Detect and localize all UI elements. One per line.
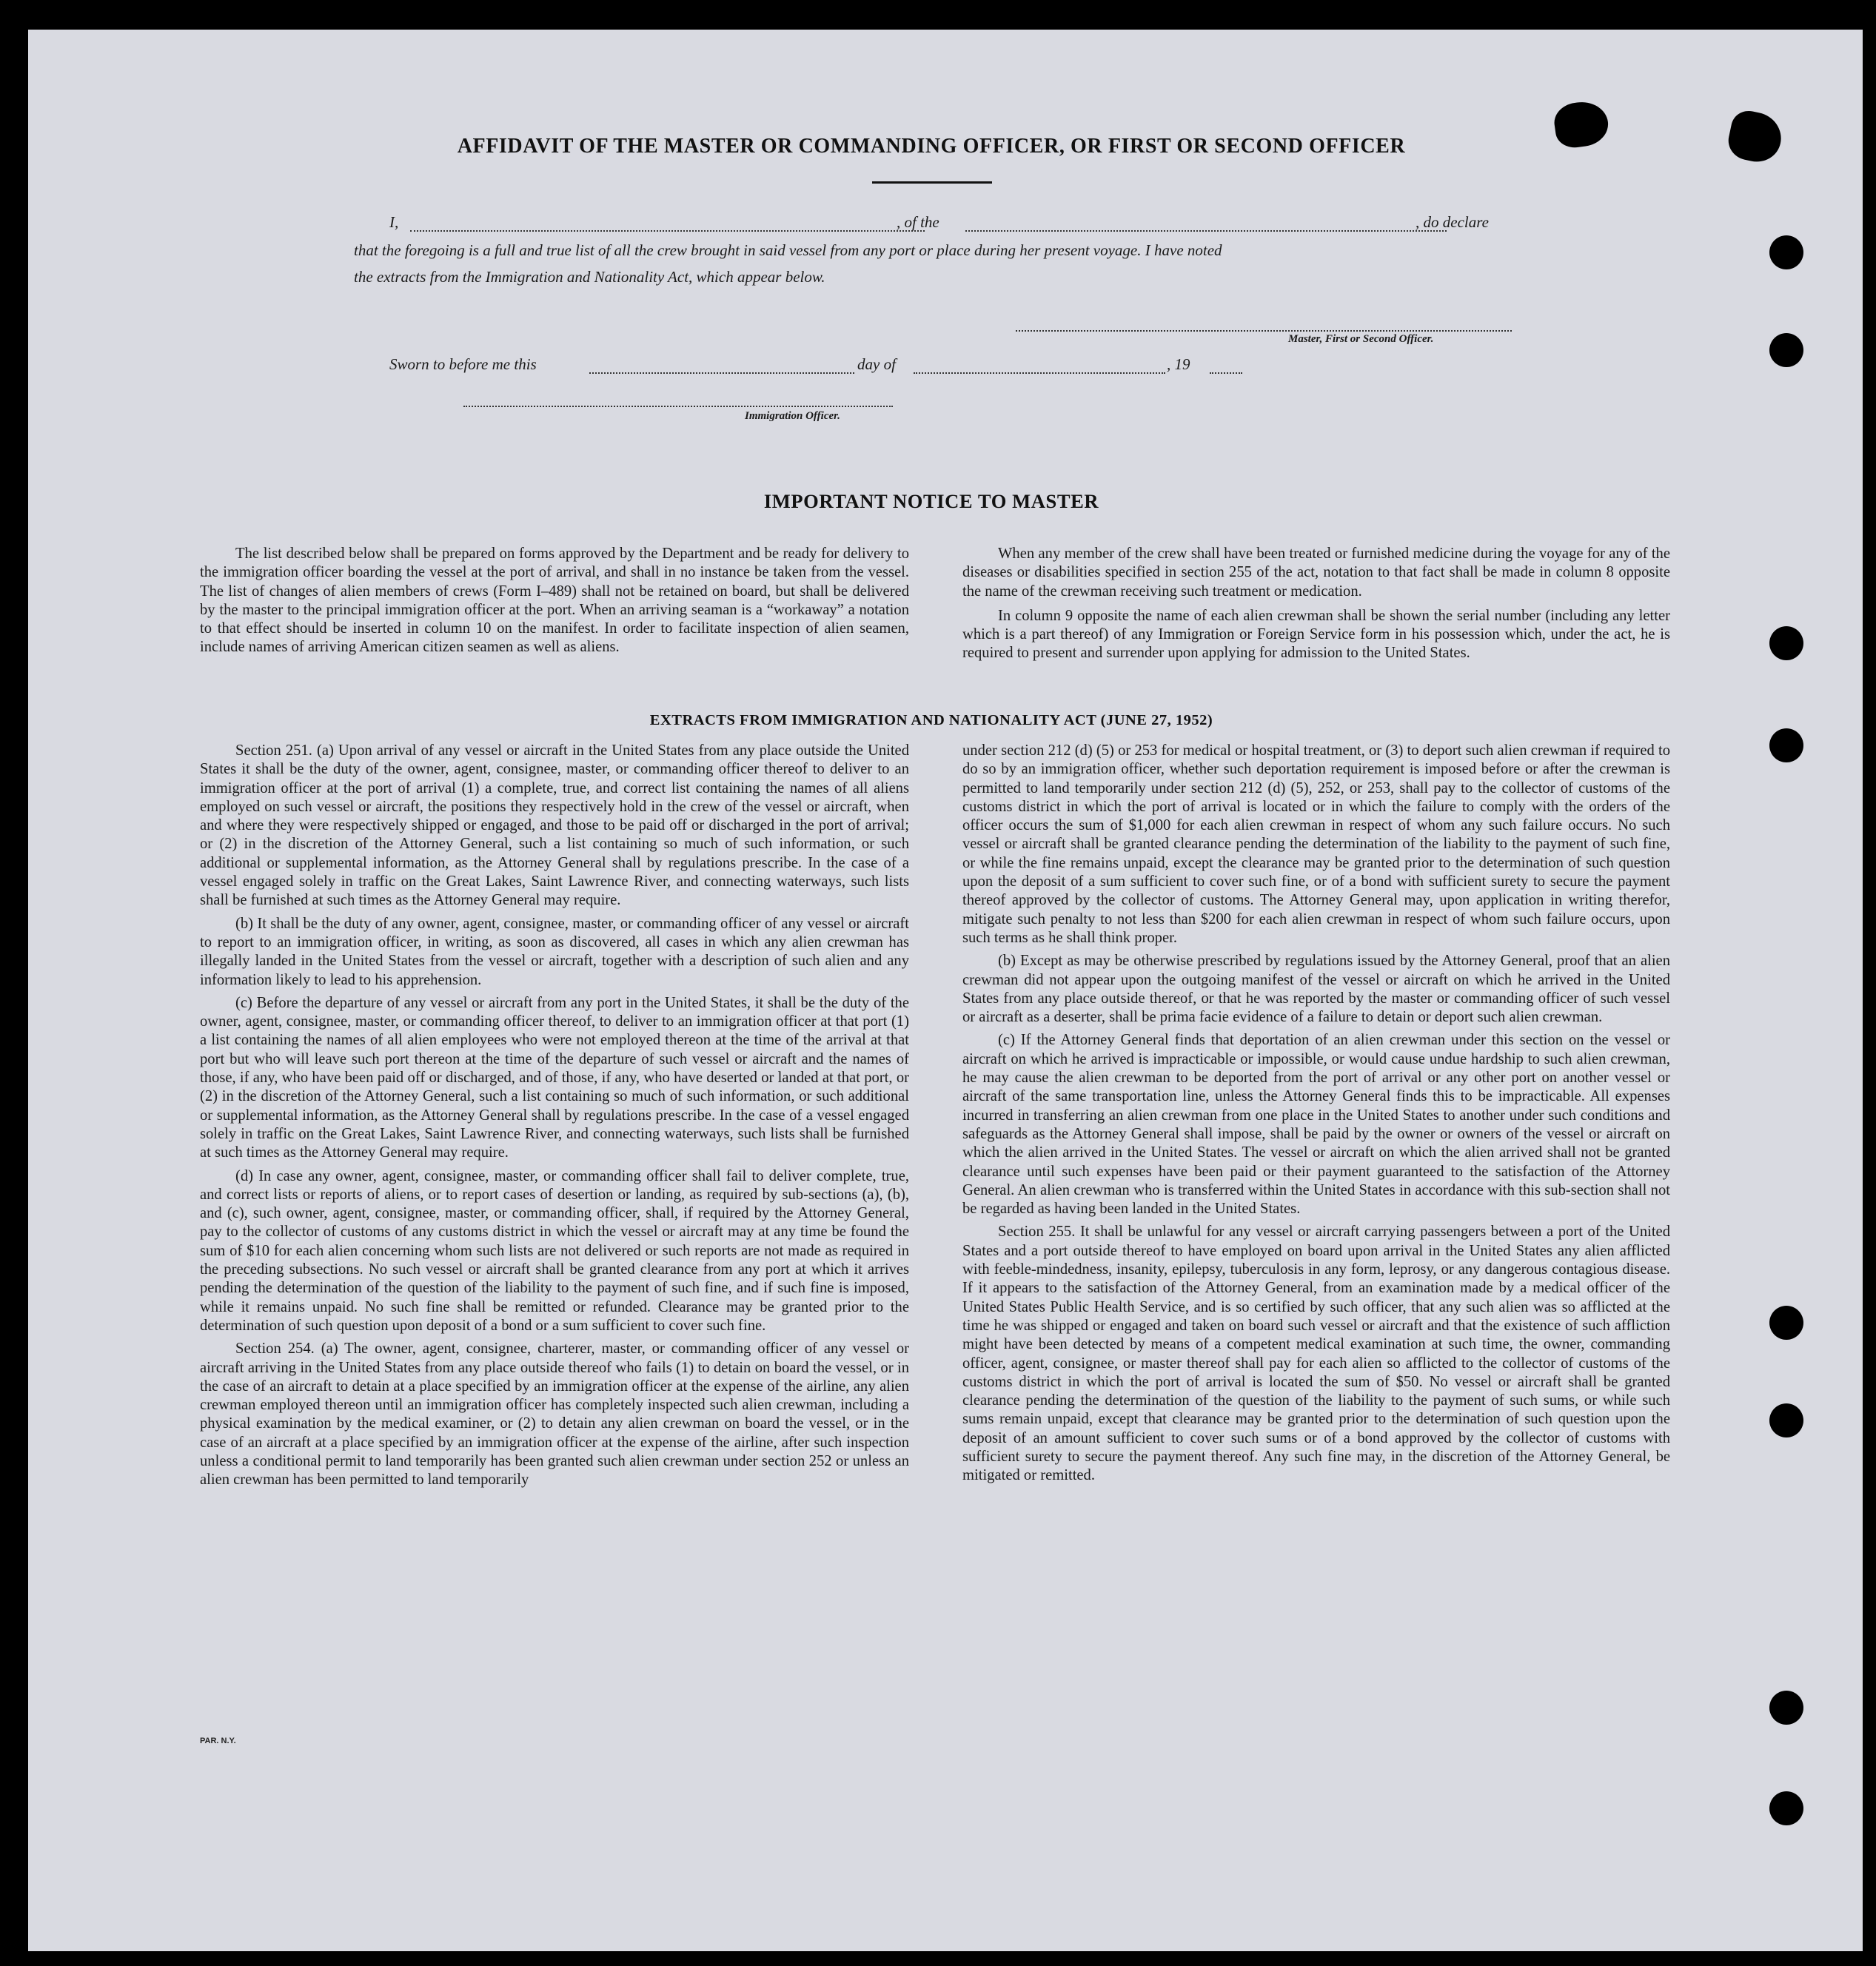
section-254-c: (c) If the Attorney General finds that deportation of an alien crewman under this section on the vessel or aircraft on which he arrived is impracticable or impossible, or would cause undue hardship to such alien crewman, he may cause the alien crewman to be deported from the port of arrival or any other port on another vessel or aircraft of the same transportation line, unless the Attorney General finds this to be impracticable. All expenses incurred in transferring an alien crewman from one place in the United States to another under such conditions and safeguards as the Attorney General shall impose, shall be paid by the owner or owners of the vessel or aircraft on which the alien arrived in the United States. The vessel or aircraft on which the alien arrived shall not be granted clearance until such expenses have been paid or their payment guaranteed to the satisfaction of the Attorney General. An alien crewman who is transferred within the United States in accordance with this sub-section shall not be regarded as having been landed in the United States. [962,1032,1670,1218]
punch-hole [1769,235,1803,269]
punch-hole [1769,1306,1803,1340]
section-255: Section 255. It shall be unlawful for any vessel or aircraft carrying passengers between a port of the United States and a port outside thereof to have employed on board upon arrival in the United States any alien afflicted with feeble-mindedness, insanity, epilepsy, tuberculosis in any form, leprosy, or any dangerous contagious disease. If it appears to the satisfaction of the Attorney General, from an examination made by a medical officer of the United States Public Health Service, and is so certified by such officer, that any such alien was so afflicted at the time he was shipped or engaged and taken on board such vessel or aircraft and that the existence of such affliction might have been detected by means of a competent medical examination at such time, the owner, commanding officer, agent, consignee, or master thereof shall pay for each alien so afflicted to the collector of customs of the customs district in which the port of arrival is located the sum of $50. No vessel or aircraft shall be granted clearance pending the determination of the question of the liability to the payment of such sums, or while such sums remain unpaid, except that clearance may be granted prior to the determination of such question upon the deposit of an amount sufficient to cover such sums or of a bond approved by the collector of customs with sufficient surety to secure the payment thereof. Any such fine may, in the discretion of the Attorney General, be mitigated or remitted. [962,1224,1670,1484]
title-underline [872,181,992,184]
vessel-name-blank[interactable] [965,230,1447,232]
section-254-b: (b) Except as may be otherwise prescribed by regulations issued by the Attorney General, proof that an alien crewman did not appear upon the outgoing manifest of the vessel or aircraft on which he arrived in the United States from any place outside thereof, or that he was reported by the master or commanding officer of such vessel or aircraft as a deserter, shall be prima facie evidence of a failure to detain or deport such alien crewman. [962,953,1670,1026]
document-page [28,30,1863,1951]
sworn-label: Sworn to before me this [389,355,537,373]
section-254-a-continued: under section 212 (d) (5) or 253 for medical or hospital treatment, or (3) to deport such alien crewman if required to do so by an immigration officer, whether such deportation requirement is imposed before or after the crewman is permitted to land temporarily under section 212 (d) (5), 252, or 253, shall pay to the collector of customs of the customs district in which the port of arrival is located or in which the failure to comply with the orders of the officer occurs the sum of $1,000 for each alien crewman in respect of whom any such failure occurs. No such vessel or aircraft shall be granted clearance pending the determination of the liability to the payment of such fine, or while the fine remains unpaid, except the clearance may be granted prior to the determination of such question upon the deposit of a sum sufficient to cover such fine, or of a bond with sufficient surety to secure the payment thereof approved by the collector of customs. The Attorney General may, upon application in writing therefor, mitigate such penalty to not less than $200 for each alien crewman in respect of whom such failure occurs, upon such terms as he shall think proper. [962,742,1670,946]
section-251-c: (c) Before the departure of any vessel or aircraft from any port in the United States, it shall be the duty of the owner, agent, consignee, master, or commanding officer thereof, to deliver to an immigration officer at that port (1) a list containing the names of all alien employees who were not employed thereon at the time of the arrival at that port but who will leave such port thereon at the time of the departure of such vessel or aircraft and the names of those, if any, who have been paid off or discharged, and of those, if any, who have deserted or landed at that port, or (2) in the discretion of the Attorney General, such a list containing so much of such information, or such additional or supplemental information, as the Attorney General shall by regulations prescribe. In the case of a vessel engaged solely in traffic on the Great Lakes, Saint Lawrence River, and connecting waterways, such lists shall be furnished at such times as the Attorney General may require. [200,994,909,1161]
notice-right-column [962,545,1670,668]
sworn-day-blank[interactable] [589,372,854,374]
notice-right-paragraph-1: When any member of the crew shall have been treated or furnished medicine during the voyage for any of the diseases or disabilities specified in section 255 of the act, notation to that fact shall be made in column 8 opposite the name of the crewman receiving such treatment or medication. [962,546,1670,600]
notice-right-paragraph-2: In column 9 opposite the name of each alien crewman shall be shown the serial number (including any letter which is a part thereof) of any Immigration or Foreign Service form in his possession which, under the act, he is required to present and surrender upon applying for admission to the United States. [962,607,1670,662]
punch-hole [1769,1691,1803,1725]
officer-signature-blank[interactable] [463,406,893,407]
sworn-year-blank[interactable] [1210,372,1242,374]
affidavit-line1-declare: , do declare [1416,213,1489,231]
extracts-left-column [200,742,909,1494]
extracts-title: EXTRACTS FROM IMMIGRATION AND NATIONALITY ACT (JUNE 27, 1952) [649,712,1213,728]
day-of-label: day of [857,355,896,373]
officer-caption: Immigration Officer. [745,410,840,422]
sworn-month-blank[interactable] [914,372,1165,374]
affidavit-line1-of: , of the [897,213,939,231]
punch-hole [1769,1791,1803,1825]
punch-hole [1769,728,1803,762]
master-signature-blank[interactable] [1016,330,1512,332]
year-label: , 19 [1167,355,1190,373]
affidavit-line2: that the foregoing is a full and true list of all the crew brought in said vessel from any port or place during her present voyage. I have noted [354,241,1222,259]
affidavit-line1-i: I, [389,213,399,231]
punch-hole [1769,333,1803,367]
section-251-b: (b) It shall be the duty of any owner, agent, consignee, master, or commanding officer of any vessel or aircraft to report to an immigration officer, in writing, as soon as discovered, all cases in which any alien crewman has illegally landed in the United States from the vessel or aircraft, together with a description of such alien and any information likely to lead to his apprehension. [200,915,909,988]
punch-hole [1769,626,1803,660]
printer-mark: PAR. N.Y. [200,1737,236,1745]
section-251-d: (d) In case any owner, agent, consignee, master, or commanding officer shall fail to deliver complete, true, and correct lists or reports of aliens, or to report cases of desertion or landing, as required by sub-sections (a), (b), and (c), such owner, agent, consignee, master, or commanding officer, shall, if required by the Attorney General, pay to the collector of customs of any customs district in which the vessel or aircraft may at any time be found the sum of $10 for each alien concerning whom such lists are not delivered or such reports are not made as required in the preceding subsections. No such vessel or aircraft shall be granted clearance from any port at which it arrives pending the determination of the question of the liability to the payment of such fine, and if such fine is imposed, while it remains unpaid. No such fine shall be remitted or refunded. Clearance may be granted prior to the determination of such question upon deposit of a bond or a sum sufficient to cover such fine. [200,1167,909,1334]
affidavit-title: AFFIDAVIT OF THE MASTER OR COMMANDING OFFICER, OR FIRST OR SECOND OFFICER [457,135,1406,158]
notice-left-paragraph: The list described below shall be prepared on forms approved by the Department and be ready for delivery to the immigration officer boarding the vessel at the port of arrival, and shall in no instance be taken from the vessel. The list of changes of alien members of crews (Form I–489) shall not be retained on board, but shall be delivered by the master to the principal immigration officer at the port. When an arriving seaman is a “workaway” a notation to that effect should be inserted in column 10 on the manifest. In order to facilitate inspection of alien seamen, include names of arriving American citizen seamen as well as aliens. [200,546,909,656]
section-254-a: Section 254. (a) The owner, agent, consignee, charterer, master, or commanding officer of any vessel or aircraft arriving in the United States from any place outside thereof who fails (1) to detain on board the vessel, or in the case of an aircraft to detain at a place specified by an immigration officer at the expense of the airline, any alien crewman employed thereon until an immigration officer has completely inspected such alien crewman, including a physical examination by the medical examiner, or (2) to detain any alien crewman on board the vessel, or in the case of an aircraft at a place specified by an immigration officer at the expense of the airline, after such inspection unless a conditional permit to land temporarily has been granted such alien crewman under section 252 or unless an alien crewman has been permitted to land temporarily [200,1341,909,1489]
affidavit-line3: the extracts from the Immigration and Nationality Act, which appear below. [354,268,825,286]
section-251-a: Section 251. (a) Upon arrival of any vessel or aircraft in the United States from any place outside the United States it shall be the duty of the owner, agent, consignee, master, or commanding officer thereof to deliver to an immigration officer at the port of arrival (1) a complete, true, and correct list containing the names of all aliens employed on such vessel or aircraft, the positions they respectively hold in the crew of the vessel or aircraft, when and where they were respectively shipped or engaged, and those to be paid off or discharged in the port of arrival; or (2) in the discretion of the Attorney General, such a list containing so much of such information, or such additional or supplemental information, as the Attorney General shall by regulations prescribe. In the case of a vessel engaged solely in traffic on the Great Lakes, Saint Lawrence River, and connecting waterways, such lists shall be furnished at such times as the Attorney General may require. [200,742,909,909]
extracts-right-column [962,742,1670,1490]
notice-title: IMPORTANT NOTICE TO MASTER [763,490,1099,512]
declarant-name-blank[interactable] [410,230,925,232]
master-caption: Master, First or Second Officer. [1288,333,1434,345]
notice-left-column [200,545,909,662]
punch-hole [1769,1403,1803,1437]
